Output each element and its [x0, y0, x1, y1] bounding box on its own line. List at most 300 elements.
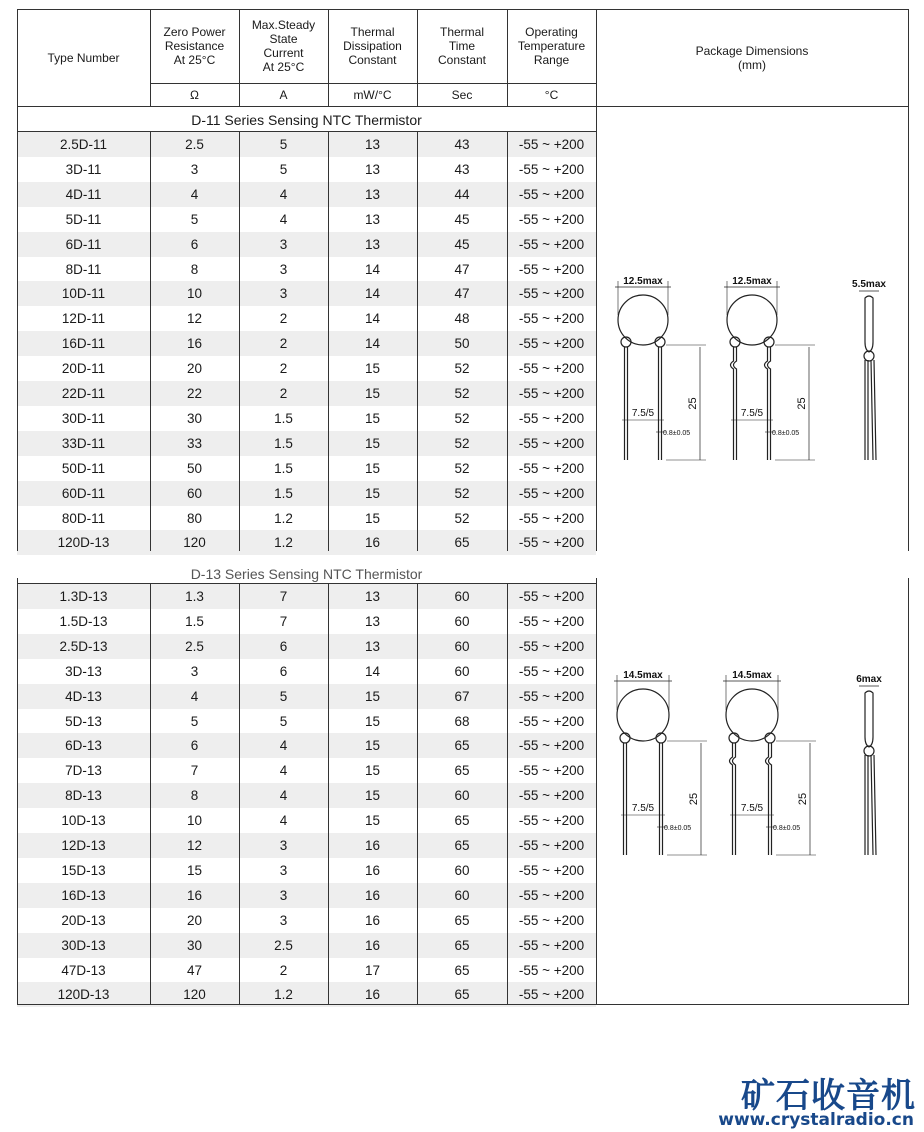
table-cell: 13	[364, 638, 381, 654]
table-cell: 5	[279, 137, 288, 152]
table-cell: 12	[186, 838, 203, 853]
table-row	[17, 132, 596, 157]
table-row	[17, 356, 596, 381]
table-cell: 60	[454, 589, 470, 604]
table-cell: 8	[190, 788, 199, 804]
table-cell: 1.5D-13	[59, 613, 108, 629]
front-view-wire-label: 0.8±0.05	[664, 825, 692, 832]
table-cell: -55 ~ +200	[518, 788, 585, 804]
table-cell: 60	[454, 663, 470, 679]
table-cell: 80	[186, 510, 203, 526]
table-cell: 65	[454, 838, 470, 853]
table-row	[17, 709, 596, 734]
table-cell: 1.2	[274, 987, 293, 1003]
table-cell: 1.3D-13	[59, 589, 108, 604]
table-cell: 52	[454, 435, 470, 451]
grid-line	[17, 1004, 908, 1005]
side-view-thick-label: 5.5max	[852, 279, 886, 290]
table-row	[17, 481, 596, 506]
table-cell: 68	[454, 713, 470, 729]
table-cell: 2	[279, 311, 288, 327]
table-cell: 52	[454, 386, 470, 401]
table-cell: 13	[364, 186, 381, 202]
table-cell: -55 ~ +200	[518, 435, 585, 451]
table-cell: 22D-11	[61, 386, 106, 401]
grid-line	[17, 9, 18, 106]
table-cell: 4D-13	[65, 688, 102, 704]
table-cell: 45	[454, 236, 470, 252]
kinked-view-wire-label: 0.8±0.05	[773, 825, 801, 832]
table-cell: 6	[190, 738, 199, 754]
table-cell: 60	[454, 862, 470, 878]
table-cell: 16D-13	[61, 887, 106, 903]
table-cell: 65	[454, 912, 470, 928]
table-cell: 47	[454, 286, 470, 302]
kinked-view-lead	[730, 743, 736, 855]
table-cell: 3D-11	[65, 161, 102, 177]
table-cell: 8D-11	[65, 261, 102, 277]
table-cell: 2	[279, 336, 288, 352]
grid-line	[328, 131, 329, 551]
kinked-view-lead	[765, 347, 771, 460]
header-label-2: Max.Steady State Current At 25°C	[251, 18, 316, 74]
table-cell: 60D-11	[61, 485, 106, 501]
table-cell: 30D-13	[61, 937, 106, 953]
front-view-lead-label: 25	[687, 397, 699, 410]
table-cell: 16	[186, 887, 203, 903]
table-cell: -55 ~ +200	[518, 211, 585, 227]
table-cell: 1.3	[185, 589, 204, 604]
table-cell: 22	[186, 386, 203, 401]
front-view-pitch-label: 7.5/5	[631, 803, 655, 814]
table-row	[17, 232, 596, 257]
table-row	[17, 958, 596, 983]
table-cell: 52	[454, 510, 470, 526]
table-cell: 13	[364, 161, 381, 177]
header-label-0: Type Number	[47, 50, 120, 65]
table-cell: 16	[364, 937, 381, 953]
table-cell: -55 ~ +200	[518, 589, 585, 604]
kinked-view-pitch-label: 7.5/5	[740, 803, 764, 814]
front-view-dia-label: 14.5max	[623, 670, 663, 681]
table-cell: 120	[183, 987, 206, 1003]
table-cell: -55 ~ +200	[518, 937, 585, 953]
table-cell: 47	[454, 261, 470, 277]
header-unit-1: Ω	[190, 87, 199, 102]
table-cell: -55 ~ +200	[518, 410, 585, 426]
table-cell: 60	[454, 887, 470, 903]
kinked-view-dia-label: 14.5max	[732, 670, 772, 681]
table-cell: 44	[454, 186, 470, 202]
table-row	[17, 609, 596, 634]
grid-line	[417, 583, 418, 1005]
header-label-6: Package Dimensions (mm)	[695, 43, 809, 72]
table-cell: 3D-13	[65, 663, 102, 679]
table-cell: 13	[364, 137, 381, 152]
kinked-view-lead	[766, 743, 772, 855]
table-cell: 2	[279, 361, 288, 377]
grid-line	[417, 131, 418, 551]
header-unit-2: A	[279, 87, 288, 102]
table-cell: 30	[186, 410, 203, 426]
series1-package-diagram	[597, 270, 917, 470]
table-cell: 65	[454, 987, 470, 1003]
table-cell: 3	[279, 838, 288, 853]
watermark-logo: 矿石收音机	[741, 1076, 916, 1116]
table-cell: 1.2	[274, 510, 293, 526]
table-cell: 15	[364, 688, 381, 704]
table-cell: 48	[454, 311, 470, 327]
table-cell: 7	[279, 613, 288, 629]
table-cell: 45	[454, 211, 470, 227]
table-cell: -55 ~ +200	[518, 510, 585, 526]
table-row	[17, 733, 596, 758]
grid-line	[328, 9, 329, 106]
table-cell: -55 ~ +200	[518, 887, 585, 903]
table-cell: 1.2	[274, 535, 293, 551]
grid-line	[908, 9, 909, 106]
table-cell: 10	[186, 286, 203, 302]
table-cell: 50D-11	[61, 460, 106, 476]
table-row	[17, 808, 596, 833]
table-cell: 7	[279, 589, 288, 604]
table-cell: 7D-13	[65, 763, 102, 779]
kinked-view-lead	[731, 347, 737, 460]
table-cell: 4D-11	[65, 186, 102, 202]
table-row	[17, 584, 596, 609]
series2-title	[17, 566, 596, 582]
front-view-lead-label: 25	[688, 792, 700, 806]
table-cell: 8	[190, 261, 199, 277]
grid-line	[17, 106, 18, 551]
table-cell: 13	[364, 211, 381, 227]
table-cell: 4	[279, 738, 288, 754]
table-cell: 1.5	[274, 460, 293, 476]
table-cell: -55 ~ +200	[518, 638, 585, 654]
front-view-wire-label: 0.8±0.05	[663, 430, 691, 437]
header-label-5: Operating Temperature Range	[517, 25, 586, 67]
table-cell: 14	[364, 286, 381, 302]
grid-line	[507, 131, 508, 551]
grid-line	[239, 131, 240, 551]
front-view-dia-label: 12.5max	[623, 276, 663, 287]
table-cell: 65	[454, 937, 470, 953]
table-cell: 67	[454, 688, 470, 704]
table-cell: 17	[364, 962, 381, 978]
table-cell: -55 ~ +200	[518, 137, 585, 152]
table-cell: 5	[190, 713, 199, 729]
table-row	[17, 833, 596, 858]
table-cell: 14	[364, 261, 381, 277]
table-cell: -55 ~ +200	[518, 663, 585, 679]
grid-line	[150, 9, 151, 106]
table-row	[17, 331, 596, 356]
table-cell: 5D-11	[65, 211, 102, 227]
table-cell: 13	[364, 236, 381, 252]
table-row	[17, 281, 596, 306]
table-cell: 16D-11	[61, 336, 106, 352]
table-cell: 14	[364, 311, 381, 327]
table-cell: 5	[190, 211, 199, 227]
table-cell: 3	[279, 887, 288, 903]
side-view-leads	[865, 360, 876, 460]
table-cell: 120D-13	[57, 987, 110, 1003]
kinked-view-lead-label: 25	[797, 792, 809, 806]
table-row	[17, 783, 596, 808]
header-label-1: Zero Power Resistance At 25°C	[163, 25, 226, 67]
table-cell: 16	[364, 862, 381, 878]
table-cell: 50	[454, 336, 470, 352]
grid-line	[150, 583, 151, 1005]
table-cell: 20D-11	[61, 361, 106, 377]
table-cell: 10D-11	[61, 286, 106, 302]
table-cell: 15	[364, 435, 381, 451]
table-cell: 2.5D-13	[59, 638, 108, 654]
table-cell: 4	[279, 763, 288, 779]
table-cell: 15	[364, 510, 381, 526]
table-cell: 4	[279, 186, 288, 202]
table-cell: 3	[279, 261, 288, 277]
table-cell: 3	[190, 663, 199, 679]
table-cell: 2.5	[185, 638, 204, 654]
side-view-body	[865, 296, 873, 352]
grid-line	[596, 9, 597, 106]
table-cell: 52	[454, 460, 470, 476]
table-cell: 12D-13	[61, 838, 106, 853]
table-cell: 6D-11	[65, 236, 102, 252]
table-cell: 47	[186, 962, 203, 978]
kinked-view-pitch-label: 7.5/5	[740, 408, 764, 419]
table-cell: 15	[364, 713, 381, 729]
table-cell: 15	[186, 862, 203, 878]
table-cell: 8D-13	[65, 788, 102, 804]
table-cell: 12	[186, 311, 203, 327]
table-cell: 2	[279, 962, 288, 978]
table-cell: 3	[279, 912, 288, 928]
table-cell: 4	[190, 688, 199, 704]
table-cell: 6	[279, 663, 288, 679]
table-cell: -55 ~ +200	[518, 763, 585, 779]
grid-line	[507, 9, 508, 106]
watermark-url: www.crystalradio.cn	[718, 1110, 914, 1130]
table-cell: -55 ~ +200	[518, 336, 585, 352]
grid-line	[150, 83, 596, 84]
grid-line	[239, 583, 240, 1005]
table-cell: 4	[279, 211, 288, 227]
table-cell: 15	[364, 386, 381, 401]
table-row	[17, 306, 596, 331]
table-cell: 20D-13	[61, 912, 106, 928]
table-cell: 2	[279, 386, 288, 401]
table-cell: 12D-11	[61, 311, 106, 327]
grid-line	[17, 578, 18, 1005]
table-cell: 1.5	[274, 485, 293, 501]
table-cell: 52	[454, 410, 470, 426]
table-row	[17, 858, 596, 883]
header-unit-5: °C	[544, 87, 559, 102]
header-label-4: Thermal Time Constant	[437, 25, 487, 67]
table-cell: -55 ~ +200	[518, 485, 585, 501]
table-cell: -55 ~ +200	[518, 987, 585, 1003]
table-cell: -55 ~ +200	[518, 535, 585, 551]
series1-title: D-11 Series Sensing NTC Thermistor	[191, 112, 422, 128]
table-cell: -55 ~ +200	[518, 161, 585, 177]
table-row	[17, 506, 596, 531]
table-row	[17, 207, 596, 232]
table-cell: 30D-11	[61, 410, 106, 426]
table-row	[17, 406, 596, 431]
table-cell: 65	[454, 962, 470, 978]
kinked-view-dia-label: 12.5max	[732, 276, 772, 287]
table-cell: 50	[186, 460, 203, 476]
table-cell: 4	[279, 813, 288, 829]
table-row	[17, 456, 596, 481]
table-cell: -55 ~ +200	[518, 613, 585, 629]
table-cell: 16	[364, 912, 381, 928]
table-cell: 65	[454, 738, 470, 754]
table-cell: 5	[279, 161, 288, 177]
grid-line	[507, 583, 508, 1005]
table-cell: 4	[279, 788, 288, 804]
series2-title-text: D-13 Series Sensing NTC Thermistor	[190, 566, 423, 582]
table-cell: 16	[364, 838, 381, 853]
table-cell: 3	[279, 236, 288, 252]
table-cell: 6	[279, 638, 288, 654]
header-label-3: Thermal Dissipation Constant	[343, 25, 402, 67]
table-cell: 2.5D-11	[59, 137, 108, 152]
table-cell: -55 ~ +200	[518, 361, 585, 377]
table-cell: 7	[190, 763, 199, 779]
table-cell: 10D-13	[61, 813, 106, 829]
table-cell: 16	[186, 336, 203, 352]
table-row	[17, 182, 596, 207]
grid-line	[150, 131, 151, 551]
table-row	[17, 883, 596, 908]
table-cell: 1.5	[185, 613, 204, 629]
table-cell: 16	[364, 887, 381, 903]
table-cell: 5	[279, 688, 288, 704]
table-cell: 14	[364, 663, 381, 679]
table-cell: 1.5	[274, 435, 293, 451]
table-cell: 52	[454, 361, 470, 377]
table-cell: 3	[190, 161, 199, 177]
table-cell: -55 ~ +200	[518, 962, 585, 978]
table-cell: -55 ~ +200	[518, 838, 585, 853]
table-cell: 6D-13	[65, 738, 102, 754]
table-cell: 20	[186, 361, 203, 377]
table-cell: 120	[183, 535, 206, 551]
table-row	[17, 257, 596, 282]
kinked-view-wire-label: 0.8±0.05	[772, 430, 800, 437]
table-cell: 15	[364, 485, 381, 501]
grid-line	[17, 106, 908, 107]
table-cell: 15	[364, 410, 381, 426]
table-row	[17, 157, 596, 182]
table-cell: 60	[454, 638, 470, 654]
grid-line	[17, 583, 596, 584]
table-cell: 15	[364, 788, 381, 804]
table-cell: 80D-11	[61, 510, 106, 526]
table-row	[17, 908, 596, 933]
side-view-leads	[865, 755, 876, 855]
table-cell: -55 ~ +200	[518, 912, 585, 928]
table-cell: 1.5	[274, 410, 293, 426]
table-cell: 33	[186, 435, 203, 451]
table-cell: -55 ~ +200	[518, 286, 585, 302]
table-row	[17, 659, 596, 684]
table-cell: 16	[364, 987, 381, 1003]
table-row	[17, 684, 596, 709]
table-cell: 15	[364, 460, 381, 476]
table-cell: -55 ~ +200	[518, 311, 585, 327]
kinked-view-lead-label: 25	[796, 397, 808, 410]
table-cell: 14	[364, 336, 381, 352]
table-cell: 15D-13	[61, 862, 106, 878]
table-cell: 6	[190, 236, 199, 252]
table-cell: 15	[364, 361, 381, 377]
side-view-body	[865, 691, 873, 747]
side-view-thick-label: 6max	[856, 674, 882, 685]
table-row	[17, 758, 596, 783]
table-cell: -55 ~ +200	[518, 862, 585, 878]
table-cell: -55 ~ +200	[518, 460, 585, 476]
table-cell: -55 ~ +200	[518, 713, 585, 729]
table-row	[17, 381, 596, 406]
grid-line	[417, 9, 418, 106]
table-cell: 5	[279, 713, 288, 729]
table-cell: 43	[454, 161, 470, 177]
table-cell: 15	[364, 738, 381, 754]
table-cell: 65	[454, 535, 470, 551]
table-cell: -55 ~ +200	[518, 261, 585, 277]
series2-package-diagram	[597, 665, 917, 865]
front-view-pitch-label: 7.5/5	[631, 408, 655, 419]
table-cell: 30	[186, 937, 203, 953]
table-cell: 120D-13	[57, 535, 110, 551]
table-row	[17, 431, 596, 456]
grid-line	[17, 131, 596, 132]
table-cell: 10	[186, 813, 203, 829]
table-row	[17, 634, 596, 659]
table-cell: -55 ~ +200	[518, 186, 585, 202]
table-cell: 5D-13	[65, 713, 102, 729]
table-cell: -55 ~ +200	[518, 386, 585, 401]
table-cell: 60	[186, 485, 203, 501]
table-cell: 60	[454, 788, 470, 804]
table-cell: -55 ~ +200	[518, 738, 585, 754]
table-row	[17, 530, 596, 555]
table-cell: 15	[364, 763, 381, 779]
table-cell: 47D-13	[61, 962, 106, 978]
table-cell: 15	[364, 813, 381, 829]
table-cell: 2.5	[274, 937, 293, 953]
grid-line	[328, 583, 329, 1005]
header-unit-4: Sec	[451, 87, 473, 102]
table-cell: -55 ~ +200	[518, 688, 585, 704]
table-cell: 20	[186, 912, 203, 928]
table-cell: -55 ~ +200	[518, 236, 585, 252]
table-cell: 33D-11	[61, 435, 106, 451]
table-cell: 13	[364, 613, 381, 629]
grid-line	[239, 9, 240, 106]
table-cell: 3	[279, 286, 288, 302]
table-cell: -55 ~ +200	[518, 813, 585, 829]
table-cell: 60	[454, 613, 470, 629]
table-cell: 65	[454, 813, 470, 829]
table-cell: 43	[454, 137, 470, 152]
table-cell: 13	[364, 589, 381, 604]
table-cell: 52	[454, 485, 470, 501]
